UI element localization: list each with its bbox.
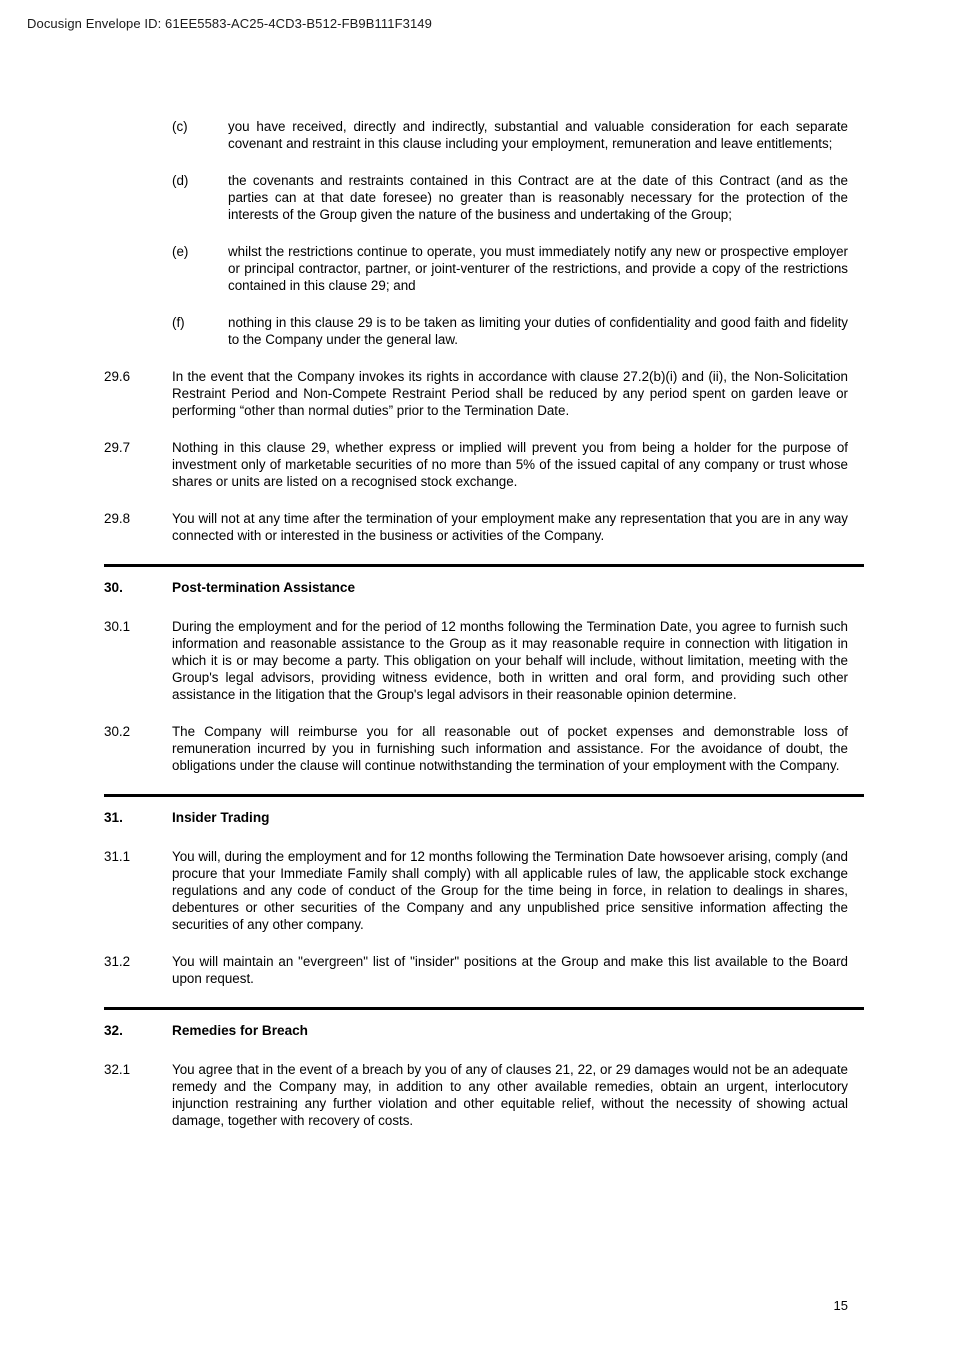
clause-30-2 bbox=[104, 723, 864, 774]
clause-text: During the employment and for the period of 12 months following the Termination Date, you agree to furnish such information and reasonable assistance to the Group as it may reasonable require in connection with litigation in which it is or may become a party. This obligation on your behalf will include, without limitation, meeting with the Group's legal advisors, providing witness evidence, both in written and oral form, and providing such other assistance in the litigation that the Group's legal advisors in their reasonable opinion determine. bbox=[172, 619, 848, 702]
clause-text: You will, during the employment and for 12 months following the Termination Date howsoever arising, comply (and procure that your Immediate Family shall comply) with all applicable rules of law, the applicable stock exchange regulations and any code of conduct of the Group for the time being in force, in relation to dealings in shares, debentures or other securities of the Company and any unpublished price sensitive information affecting the securities of any other company. bbox=[172, 849, 848, 932]
subclause-indent bbox=[104, 243, 172, 294]
clause-29-6 bbox=[104, 368, 864, 419]
clause-number: 30.1 bbox=[104, 619, 131, 634]
clause-number: 29.8 bbox=[104, 511, 131, 526]
section-number: 32. bbox=[104, 1023, 123, 1038]
clause-text: You agree that in the event of a breach by you of any of clauses 21, 22, or 29 damages would not be an adequate remedy and the Company may, in addition to any other available remedies, obtain an urgent, interlocutory injunction restraining any further violation and other equitable relief, without the necessity of showing actual damage, together with recovery of costs. bbox=[172, 1062, 848, 1128]
subclause-text: nothing in this clause 29 is to be taken as limiting your duties of confidentiality and good faith and fidelity to the Company under the general law. bbox=[228, 315, 848, 347]
clause-number: 30.2 bbox=[104, 724, 131, 739]
subclause-text: you have received, directly and indirectly, substantial and valuable consideration for each separate covenant and restraint in this clause including your employment, remuneration and leave entitlements; bbox=[228, 119, 848, 151]
clause-number: 29.7 bbox=[104, 440, 131, 455]
section-number: 30. bbox=[104, 580, 123, 595]
clause-31-2 bbox=[104, 953, 864, 987]
clause-number: 31.2 bbox=[104, 954, 131, 969]
clause-text: Nothing in this clause 29, whether express or implied will prevent you from being a holder for the purpose of investment only of marketable securities of no more than 5% of the issued capital of any company or trust whose shares or units are listed on a recognised stock exchange. bbox=[172, 440, 848, 489]
contract-page-body bbox=[104, 118, 864, 1149]
section-title: Post-termination Assistance bbox=[172, 580, 356, 595]
subclause-e bbox=[104, 243, 864, 294]
section-30-post-termination-assistance bbox=[104, 564, 864, 774]
subclause-d bbox=[104, 172, 864, 223]
clause-29-7 bbox=[104, 439, 864, 490]
subclause-f bbox=[104, 314, 864, 348]
subclause-marker: (e) bbox=[172, 244, 189, 259]
clause-number: 29.6 bbox=[104, 369, 131, 384]
section-32-remedies-for-breach bbox=[104, 1007, 864, 1129]
clause-31-1 bbox=[104, 848, 864, 933]
section-title: Remedies for Breach bbox=[172, 1023, 308, 1038]
clause-number: 32.1 bbox=[104, 1062, 131, 1077]
subclause-text: the covenants and restraints contained in this Contract are at the date of this Contract (and as the parties can at that date foresee) no greater than is reasonably necessary for the protection of the interests of the Group given the nature of the business and undertaking of the Group; bbox=[228, 173, 848, 222]
clause-29-8 bbox=[104, 510, 864, 544]
subclause-c bbox=[104, 118, 864, 152]
section-number: 31. bbox=[104, 810, 123, 825]
section-heading bbox=[104, 579, 864, 596]
subclause-marker: (d) bbox=[172, 173, 189, 188]
clause-text: In the event that the Company invokes its rights in accordance with clause 27.2(b)(i) and (ii), the Non-Solicitation Restraint Period and Non-Compete Restraint Period shall be reduced by any period spent on garden leave or performing “other than normal duties” prior to the Termination Date. bbox=[172, 369, 848, 418]
clause-number: 31.1 bbox=[104, 849, 131, 864]
clause-30-1 bbox=[104, 618, 864, 703]
subclause-indent bbox=[104, 172, 172, 223]
docusign-envelope-id: Docusign Envelope ID: 61EE5583-AC25-4CD3-B512-FB9B111F3149 bbox=[27, 16, 432, 31]
subclause-indent bbox=[104, 118, 172, 152]
clause-text: The Company will reimburse you for all reasonable out of pocket expenses and demonstrable loss of remuneration incurred by you in furnishing such information and assistance. For the avoidance of doubt, the obligations under the clause will continue notwithstanding the termination of your employment with the Company. bbox=[172, 724, 848, 773]
clause-text: You will maintain an "evergreen" list of "insider" positions at the Group and make this list available to the Board upon request. bbox=[172, 954, 848, 986]
clause-32-1 bbox=[104, 1061, 864, 1129]
section-title: Insider Trading bbox=[172, 810, 270, 825]
subclause-marker: (f) bbox=[172, 315, 185, 330]
subclause-marker: (c) bbox=[172, 119, 188, 134]
subclause-text: whilst the restrictions continue to operate, you must immediately notify any new or prospective employer or principal contractor, partner, or joint-venturer of the restrictions, and provide a copy of the restrictions contained in this clause 29; and bbox=[228, 244, 848, 293]
section-heading bbox=[104, 809, 864, 826]
section-31-insider-trading bbox=[104, 794, 864, 987]
section-heading bbox=[104, 1022, 864, 1039]
clause-text: You will not at any time after the termination of your employment make any representation that you are in any way connected with or interested in the business or activities of the Company. bbox=[172, 511, 848, 543]
page-number: 15 bbox=[833, 1298, 848, 1313]
subclause-indent bbox=[104, 314, 172, 348]
